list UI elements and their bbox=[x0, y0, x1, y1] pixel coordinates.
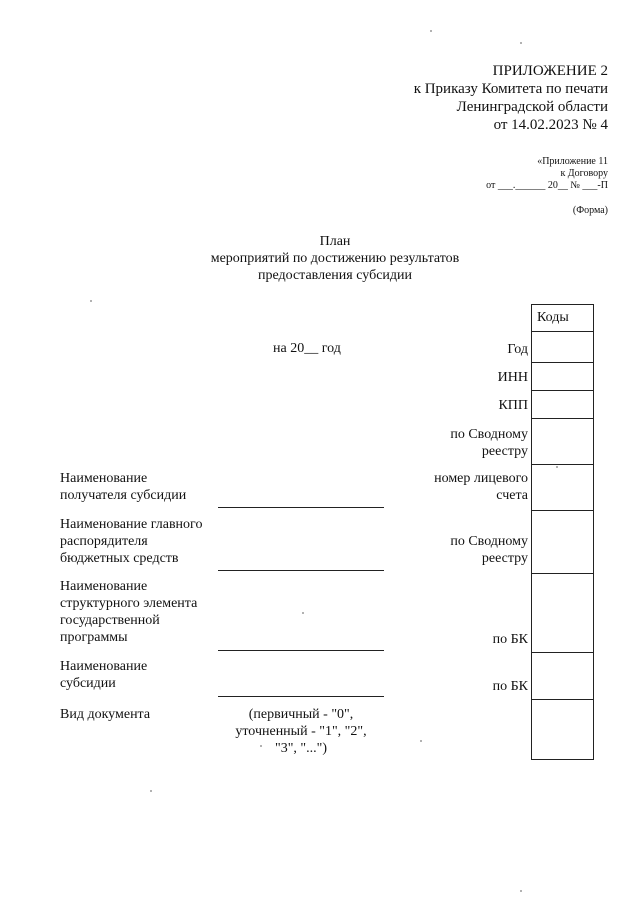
title-line-3: предоставления субсидии bbox=[257, 268, 413, 283]
code-cell-year[interactable] bbox=[532, 331, 593, 362]
code-cell-bk-2[interactable] bbox=[532, 652, 593, 699]
label-svod-1-b: реестру bbox=[481, 444, 528, 459]
sub-appendix-line-3: от ___.______ 20__ № ___-П bbox=[486, 180, 608, 191]
label-program-b: структурного элемента bbox=[60, 596, 198, 611]
label-subsidy-a: Наименование bbox=[60, 659, 148, 674]
appendix-header bbox=[288, 62, 608, 134]
code-cell-kpp[interactable] bbox=[532, 390, 593, 418]
label-manager-c: бюджетных средств bbox=[60, 551, 179, 566]
label-svod-2 bbox=[378, 533, 528, 567]
scan-speck bbox=[430, 30, 432, 32]
doctype-hint-2: уточненный - "1", "2", bbox=[235, 724, 367, 739]
label-account bbox=[378, 470, 528, 504]
codes-table bbox=[531, 304, 594, 760]
doctype-hint-3: "3", "...") bbox=[274, 741, 328, 756]
label-account-a: номер лицевого bbox=[434, 471, 528, 486]
label-recipient-b: получателя субсидии bbox=[60, 488, 187, 503]
code-cell-bk-1[interactable] bbox=[532, 573, 593, 652]
doctype-hint-1: (первичный - "0", bbox=[248, 707, 354, 722]
scan-speck bbox=[260, 745, 262, 747]
label-manager-b: распорядителя bbox=[60, 534, 148, 549]
label-year: Год bbox=[507, 342, 528, 357]
code-cell-svod-1[interactable] bbox=[532, 418, 593, 464]
scan-speck bbox=[90, 300, 92, 302]
scan-speck bbox=[150, 790, 152, 792]
label-program-c: государственной bbox=[60, 613, 160, 628]
manager-underline[interactable] bbox=[218, 570, 384, 571]
code-cell-doctype[interactable] bbox=[532, 699, 593, 759]
label-bk-1: по БК bbox=[492, 632, 528, 647]
label-svod-2-b: реестру bbox=[481, 551, 528, 566]
label-manager bbox=[60, 516, 225, 567]
label-bk-2: по БК bbox=[492, 679, 528, 694]
label-program-a: Наименование bbox=[60, 579, 148, 594]
recipient-underline[interactable] bbox=[218, 507, 384, 508]
sub-appendix-line-2: к Договору bbox=[560, 168, 608, 179]
label-subsidy bbox=[60, 658, 225, 692]
label-inn: ИНН bbox=[497, 370, 528, 385]
label-recipient bbox=[60, 470, 220, 504]
appendix-line-4: от 14.02.2023 № 4 bbox=[493, 117, 608, 133]
appendix-line-3: Ленинградской области bbox=[456, 99, 608, 115]
label-program-d: программы bbox=[60, 630, 128, 645]
subsidy-underline[interactable] bbox=[218, 696, 384, 697]
scan-speck bbox=[556, 466, 558, 468]
scan-speck bbox=[520, 890, 522, 892]
label-recipient-a: Наименование bbox=[60, 471, 148, 486]
form-label: (Форма) bbox=[572, 205, 608, 216]
program-underline[interactable] bbox=[218, 650, 384, 651]
title-line-1: План bbox=[319, 234, 351, 249]
label-program bbox=[60, 578, 225, 646]
scan-speck bbox=[302, 612, 304, 614]
label-svod-1-a: по Сводному bbox=[450, 427, 528, 442]
label-svod-1 bbox=[378, 426, 528, 460]
label-manager-a: Наименование главного bbox=[60, 517, 203, 532]
label-svod-2-a: по Сводному bbox=[450, 534, 528, 549]
doctype-hint bbox=[218, 706, 384, 757]
code-cell-svod-2[interactable] bbox=[532, 510, 593, 573]
sub-appendix bbox=[408, 156, 608, 192]
sub-appendix-line-1: «Приложение 11 bbox=[537, 156, 608, 167]
label-doctype: Вид документа bbox=[60, 707, 151, 722]
scan-speck bbox=[520, 42, 522, 44]
title-line-2: мероприятий по достижению результатов bbox=[210, 251, 460, 266]
scan-speck bbox=[420, 740, 422, 742]
label-account-b: счета bbox=[496, 488, 528, 503]
appendix-line-2: к Приказу Комитета по печати bbox=[413, 81, 608, 97]
appendix-line-1: ПРИЛОЖЕНИЕ 2 bbox=[492, 63, 608, 79]
code-cell-inn[interactable] bbox=[532, 362, 593, 390]
document-title bbox=[150, 233, 520, 284]
year-label: на 20__ год bbox=[273, 341, 341, 356]
code-cell-account[interactable] bbox=[532, 464, 593, 510]
label-kpp: КПП bbox=[498, 398, 528, 413]
label-subsidy-b: субсидии bbox=[60, 676, 116, 691]
codes-header: Коды bbox=[537, 310, 569, 325]
